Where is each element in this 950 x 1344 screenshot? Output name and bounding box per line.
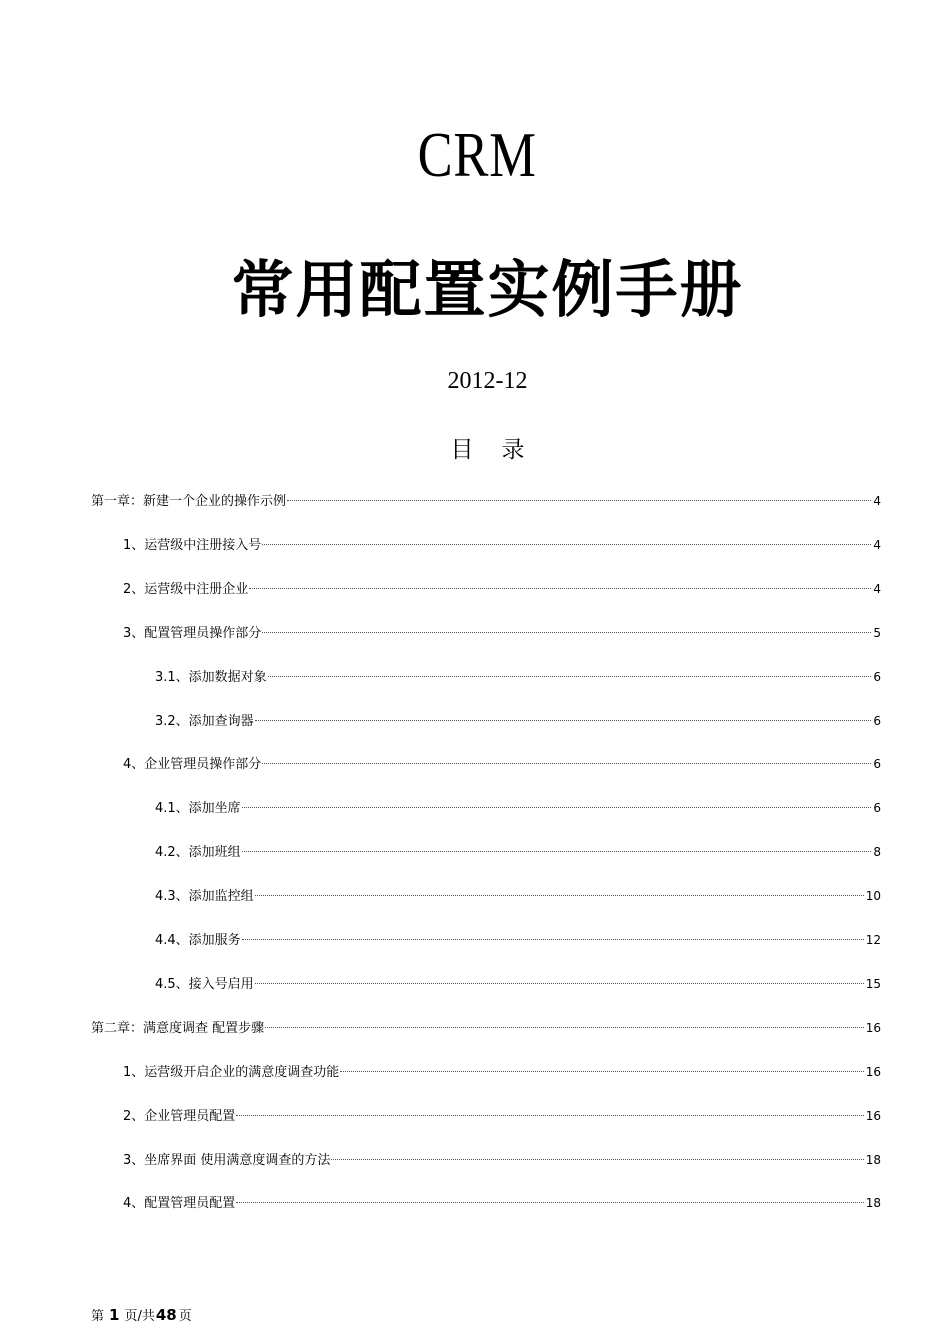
toc-dot-leader — [331, 1159, 863, 1160]
toc-dot-leader — [255, 895, 864, 896]
toc-entry-label: 1、运营级开启企业的满意度调查功能 — [123, 1064, 340, 1080]
toc-entry-label: 4.3、添加监控组 — [155, 889, 254, 905]
toc-entry-page-number: 4 — [873, 581, 881, 596]
toc-entry-label: 第二章：满意度调查 配置步骤 — [91, 1020, 265, 1036]
footer-middle: 页/共 — [124, 1309, 155, 1324]
toc-entry[interactable] — [155, 666, 881, 688]
toc-entry-page-number: 6 — [873, 757, 881, 772]
toc-entry-page-number: 16 — [865, 1108, 881, 1123]
toc-entry-label: 4.2、添加班组 — [155, 845, 241, 861]
toc-entry[interactable] — [123, 1061, 881, 1083]
toc-dot-leader — [340, 1071, 863, 1072]
toc-entry[interactable] — [155, 797, 881, 819]
toc-entry-page-number: 15 — [865, 976, 881, 991]
toc-dot-leader — [262, 763, 871, 764]
toc-entry[interactable] — [123, 1192, 881, 1214]
toc-dot-leader — [242, 939, 864, 940]
toc-entry-label: 4.4、添加服务 — [155, 933, 241, 948]
toc-entry-label: 3.2、添加查询器 — [155, 713, 254, 729]
toc-entry[interactable] — [123, 534, 881, 556]
document-title-crm: CRM — [417, 119, 537, 190]
toc-entry-label: 2、运营级中注册企业 — [123, 581, 249, 597]
toc-entry[interactable] — [91, 1017, 881, 1039]
toc-entry-page-number: 6 — [873, 713, 881, 728]
footer-current-page: 1 — [109, 1306, 120, 1324]
toc-dot-leader — [268, 676, 872, 677]
toc-entry-label: 4.1、添加坐席 — [155, 801, 241, 817]
toc-dot-leader — [242, 807, 872, 808]
footer-total-pages: 48 — [155, 1306, 177, 1324]
toc-dot-leader — [265, 1027, 864, 1028]
toc-entry-label: 第一章：新建一个企业的操作示例 — [91, 494, 287, 509]
toc-entry-label: 4.5、接入号启用 — [155, 976, 254, 992]
toc-entry[interactable] — [155, 973, 881, 995]
toc-dot-leader — [262, 544, 871, 545]
toc-entry-page-number: 4 — [873, 537, 881, 552]
toc-entry-page-number: 4 — [873, 494, 881, 508]
toc-entry[interactable] — [123, 1149, 881, 1171]
footer-suffix: 页 — [178, 1309, 192, 1324]
toc-entry-label: 4、配置管理员配置 — [123, 1196, 236, 1212]
toc-heading: 目录 — [450, 437, 553, 463]
toc-entry-page-number: 6 — [873, 801, 881, 816]
toc-entry[interactable] — [155, 885, 881, 907]
page-footer — [91, 1304, 192, 1328]
toc-entry-label: 3、配置管理员操作部分 — [123, 625, 262, 641]
toc-dot-leader — [249, 588, 871, 589]
toc-dot-leader — [236, 1202, 863, 1203]
toc-entry-page-number: 16 — [865, 1020, 881, 1035]
footer-prefix: 第 — [91, 1309, 105, 1324]
toc-entry-label: 3、坐席界面 使用满意度调查的方法 — [123, 1152, 331, 1168]
toc-dot-leader — [242, 851, 872, 852]
toc-entry-page-number: 10 — [865, 889, 881, 904]
toc-entry[interactable] — [155, 929, 881, 951]
toc-dot-leader — [262, 632, 871, 633]
toc-entry-page-number: 5 — [873, 625, 881, 640]
toc-entry[interactable] — [123, 578, 881, 600]
document-title: 常用配置实例手册 — [231, 253, 744, 326]
toc-entry-page-number: 6 — [873, 669, 881, 684]
toc-entry[interactable] — [155, 710, 881, 732]
toc-entry[interactable] — [91, 490, 881, 512]
toc-entry-page-number: 8 — [873, 845, 881, 860]
toc-entry-page-number: 16 — [865, 1064, 881, 1079]
document-date: 2012-12 — [447, 368, 528, 394]
toc-entry-label: 3.1、添加数据对象 — [155, 669, 267, 685]
toc-dot-leader — [255, 983, 864, 984]
toc-entry[interactable] — [123, 753, 881, 775]
toc-entry-label: 4、企业管理员操作部分 — [123, 757, 262, 773]
toc-entry[interactable] — [155, 841, 881, 863]
toc-entry-label: 1、运营级中注册接入号 — [123, 537, 262, 553]
toc-entry-page-number: 18 — [865, 1152, 881, 1167]
toc-entry-page-number: 18 — [865, 1196, 881, 1211]
toc-entry[interactable] — [123, 622, 881, 644]
toc-entry-page-number: 12 — [865, 933, 881, 947]
toc-dot-leader — [255, 720, 872, 721]
toc-dot-leader — [287, 500, 871, 501]
toc-entry[interactable] — [123, 1105, 881, 1127]
toc-entry-label: 2、企业管理员配置 — [123, 1108, 236, 1124]
toc-dot-leader — [236, 1115, 863, 1116]
